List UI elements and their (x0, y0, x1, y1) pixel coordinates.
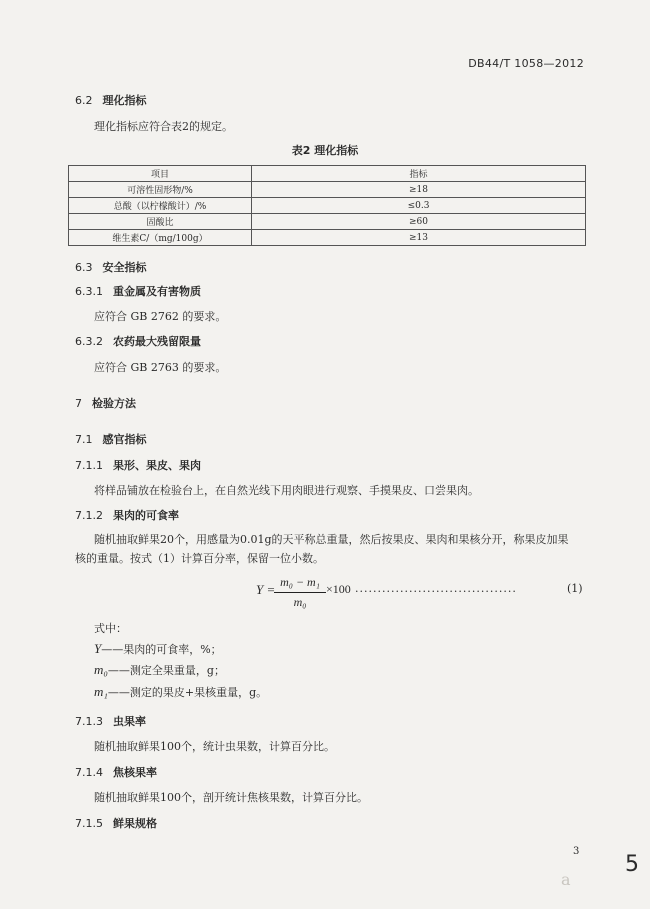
section-number: 6.3.2 (75, 335, 103, 348)
table-cell-value: ≤0.3 (252, 198, 586, 214)
section-title: 农药最大残留限量 (113, 335, 201, 348)
section-6-3-1-heading (75, 283, 201, 299)
sheet-number: 5 (625, 852, 639, 877)
section-6-2-heading (75, 92, 147, 108)
variable-description: ——测定全果重量，g； (107, 664, 225, 677)
table-header-row (69, 166, 586, 182)
table-2-title: 表2 理化指标 (291, 144, 359, 157)
table-row (69, 214, 586, 230)
formula-var-row (94, 662, 225, 678)
section-number: 7.1 (75, 433, 93, 446)
formula-var-row (94, 684, 267, 700)
section-7-1-2-text-line1: 随机抽取鲜果20个，用感量为0.01g的天平称总重量，然后按果皮、果肉和果核分开，称果皮加果 (94, 533, 569, 546)
section-6-3-2-text: 应符合 GB 2763 的要求。 (94, 361, 227, 374)
variable-symbol: m₀ (94, 662, 108, 677)
formula-leader-dots: .................................... (355, 582, 517, 595)
table-cell-value: ≥60 (252, 214, 586, 230)
section-7-1-5-heading (75, 815, 157, 831)
section-7-1-4-heading (75, 764, 157, 780)
section-7-1-2-text-line2: 核的重量。按式（1）计算百分率，保留一位小数。 (75, 552, 324, 565)
page-number: 3 (573, 846, 580, 857)
section-title: 果肉的可食率 (113, 509, 179, 522)
section-number: 7.1.5 (75, 817, 103, 830)
section-7-1-1-text: 将样品铺放在检验台上，在自然光线下用肉眼进行观察、手摸果皮、口尝果肉。 (94, 484, 479, 497)
variable-symbol: m₁ (94, 684, 108, 699)
section-6-3-heading (75, 259, 147, 275)
faint-mark: a (561, 870, 571, 889)
section-title: 感官指标 (102, 433, 147, 446)
table-cell-item: 可溶性固形物/% (69, 182, 252, 198)
section-number: 7 (75, 397, 82, 410)
variable-symbol: Y (94, 641, 102, 656)
table-cell-value: ≥13 (252, 230, 586, 246)
table-row (69, 198, 586, 214)
section-6-3-2-heading (75, 333, 201, 349)
section-title: 检验方法 (92, 397, 136, 410)
table-cell-value: ≥18 (252, 182, 586, 198)
table-cell-item: 维生素C/（mg/100g） (69, 230, 252, 246)
section-7-1-1-heading (75, 457, 201, 473)
formula-fraction (274, 575, 326, 610)
section-title: 理化指标 (102, 94, 147, 107)
section-7-1-4-text: 随机抽取鲜果100个，剖开统计焦核果数，计算百分比。 (94, 791, 368, 804)
section-7-1-heading (75, 431, 147, 447)
table-header-value: 指标 (252, 166, 586, 182)
section-number: 7.1.4 (75, 766, 103, 779)
table-2 (68, 165, 586, 246)
section-7-heading (75, 395, 136, 411)
section-title: 焦核果率 (113, 766, 157, 779)
document-code: DB44/T 1058—2012 (468, 57, 584, 70)
section-title: 鲜果规格 (113, 817, 157, 830)
section-number: 7.1.3 (75, 715, 103, 728)
section-7-1-2-heading (75, 507, 179, 523)
variable-description: ——果肉的可食率，%； (101, 643, 222, 656)
table-row (69, 182, 586, 198)
section-number: 7.1.1 (75, 459, 103, 472)
section-title: 虫果率 (113, 715, 146, 728)
section-number: 6.2 (75, 94, 93, 107)
formula-denominator: m₀ (293, 595, 307, 609)
fraction-bar (274, 592, 326, 593)
section-6-3-1-text: 应符合 GB 2762 的要求。 (94, 310, 227, 323)
formula-numerator: m₀ − m₁ (280, 575, 320, 589)
section-number: 6.3 (75, 261, 93, 274)
section-title: 果形、果皮、果肉 (113, 459, 201, 472)
table-cell-item: 总酸（以柠檬酸计）/% (69, 198, 252, 214)
section-6-2-text: 理化指标应符合表2的规定。 (94, 120, 233, 133)
formula-lhs: Y = (256, 582, 276, 597)
formula-var-row (94, 641, 222, 657)
section-number: 7.1.2 (75, 509, 103, 522)
formula-where-label: 式中： (94, 622, 127, 635)
table-row (69, 230, 586, 246)
formula-number: (1) (567, 582, 583, 595)
section-7-1-3-text: 随机抽取鲜果100个，统计虫果数，计算百分比。 (94, 740, 335, 753)
table-header-item: 项目 (69, 166, 252, 182)
section-title: 安全指标 (102, 261, 147, 274)
formula-multiplier: ×100 (326, 582, 351, 596)
table-cell-item: 固酸比 (69, 214, 252, 230)
section-number: 6.3.1 (75, 285, 103, 298)
section-7-1-3-heading (75, 713, 146, 729)
section-title: 重金属及有害物质 (113, 285, 201, 298)
variable-description: ——测定的果皮+果核重量，g。 (107, 686, 268, 699)
